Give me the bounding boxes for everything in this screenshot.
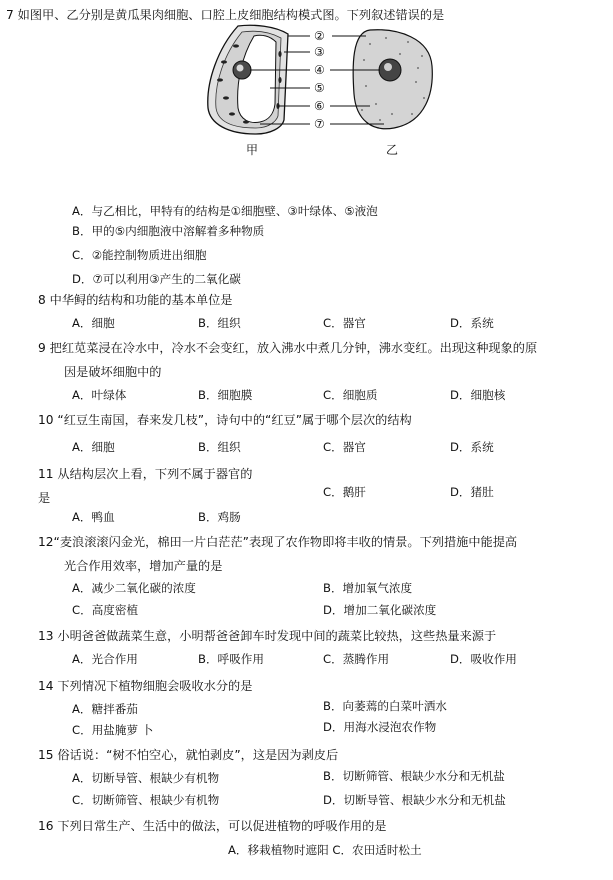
q12-option-b[interactable]: B．增加氧气浓度 [323, 581, 413, 595]
label-2: ② [314, 29, 325, 43]
q10-option-d[interactable]: D．系统 [450, 440, 494, 454]
q13-option-b[interactable]: B．呼吸作用 [198, 652, 264, 666]
q9-option-c[interactable]: C．细胞质 [323, 388, 378, 402]
q16-options-line[interactable]: A．移栽植物时遮阳 C．农田适时松土 [228, 843, 422, 857]
q11-option-b[interactable]: B．鸡肠 [198, 510, 241, 524]
q8-stem: 8 中华鲟的结构和功能的基本单位是 [38, 293, 233, 307]
q15-option-a[interactable]: A．切断导管、根缺少有机物 [72, 771, 220, 785]
q11-stem-line2: 是 [38, 491, 51, 505]
q14-option-c[interactable]: C．用盐腌萝 卜 [72, 723, 154, 737]
q13-option-d[interactable]: D．吸收作用 [450, 652, 517, 666]
q9-option-b[interactable]: B．细胞膜 [198, 388, 253, 402]
q12-option-d[interactable]: D．增加二氧化碳浓度 [323, 603, 437, 617]
caption-jia: 甲 [246, 143, 259, 157]
q11-option-c[interactable]: C．鹅肝 [323, 485, 366, 499]
q11-option-a[interactable]: A．鸭血 [72, 510, 115, 524]
q14-option-d[interactable]: D．用海水浸泡农作物 [323, 720, 437, 734]
q10-stem: 10 “红豆生南国，春来发几枝”，诗句中的“红豆”属于哪个层次的结构 [38, 413, 412, 427]
label-6: ⑥ [314, 99, 325, 113]
q8-option-a[interactable]: A．细胞 [72, 316, 115, 330]
cell-structure-diagram [180, 24, 450, 160]
plant-cell-figure [208, 25, 288, 134]
q12-stem-line2: 光合作用效率，增加产量的是 [64, 559, 223, 573]
q12-stem-line1: 12“麦浪滚滚闪金光，棉田一片白茫茫”表现了农作物即将丰收的情景。下列措施中能提高 [38, 535, 518, 549]
label-7: ⑦ [314, 117, 325, 131]
q8-option-c[interactable]: C．器官 [323, 316, 366, 330]
q14-stem: 14 下列情况下植物细胞会吸收水分的是 [38, 679, 253, 693]
q7-option-b[interactable]: B．甲的⑤内细胞液中溶解着多种物质 [72, 224, 265, 238]
q10-option-b[interactable]: B．组织 [198, 440, 241, 454]
q8-option-b[interactable]: B．组织 [198, 316, 241, 330]
caption-yi: 乙 [386, 143, 399, 157]
label-4: ④ [314, 63, 325, 77]
q11-stem-line1: 11 从结构层次上看，下列不属于器官的 [38, 467, 253, 481]
q13-stem: 13 小明爸爸做蔬菜生意，小明帮爸爸卸车时发现中间的蔬菜比较热，这些热量来源于 [38, 629, 497, 643]
q7-stem: 7 如图甲、乙分别是黄瓜果肉细胞、口腔上皮细胞结构模式图。下列叙述错误的是 [6, 8, 445, 22]
q11-option-d[interactable]: D．猪肚 [450, 485, 494, 499]
animal-cell-figure [353, 30, 432, 129]
label-3: ③ [314, 45, 325, 59]
q10-option-a[interactable]: A．细胞 [72, 440, 115, 454]
q12-option-c[interactable]: C．高度密植 [72, 603, 139, 617]
q10-option-c[interactable]: C．器官 [323, 440, 366, 454]
q15-stem: 15 俗话说：“树不怕空心，就怕剥皮”，这是因为剥皮后 [38, 748, 339, 762]
q15-option-c[interactable]: C．切断筛管、根缺少有机物 [72, 793, 220, 807]
label-5: ⑤ [314, 81, 325, 95]
q15-option-b[interactable]: B．切断筛管、根缺少水分和无机盐 [323, 769, 505, 783]
q16-stem: 16 下列日常生产、生活中的做法，可以促进植物的呼吸作用的是 [38, 819, 387, 833]
q9-option-d[interactable]: D．细胞核 [450, 388, 506, 402]
q13-option-c[interactable]: C．蒸腾作用 [323, 652, 390, 666]
q9-option-a[interactable]: A．叶绿体 [72, 388, 127, 402]
q13-option-a[interactable]: A．光合作用 [72, 652, 138, 666]
q14-option-b[interactable]: B．向萎蔫的白菜叶洒水 [323, 699, 447, 713]
q7-option-d[interactable]: D．⑦可以利用③产生的二氧化碳 [72, 272, 241, 286]
q7-option-a[interactable]: A．与乙相比，甲特有的结构是①细胞壁、③叶绿体、⑤液泡 [72, 204, 378, 218]
q12-option-a[interactable]: A．减少二氧化碳的浓度 [72, 581, 196, 595]
q9-stem-line1: 9 把红苋菜浸在冷水中，冷水不会变红，放入沸水中煮几分钟，沸水变红。出现这种现象的原 [38, 341, 538, 355]
q9-stem-line2: 因是破坏细胞中的 [64, 365, 162, 379]
q15-option-d[interactable]: D．切断导管、根缺少水分和无机盐 [323, 793, 506, 807]
q7-option-c[interactable]: C．②能控制物质进出细胞 [72, 248, 207, 262]
q14-option-a[interactable]: A．糖拌番茄 [72, 702, 138, 716]
q8-option-d[interactable]: D．系统 [450, 316, 494, 330]
